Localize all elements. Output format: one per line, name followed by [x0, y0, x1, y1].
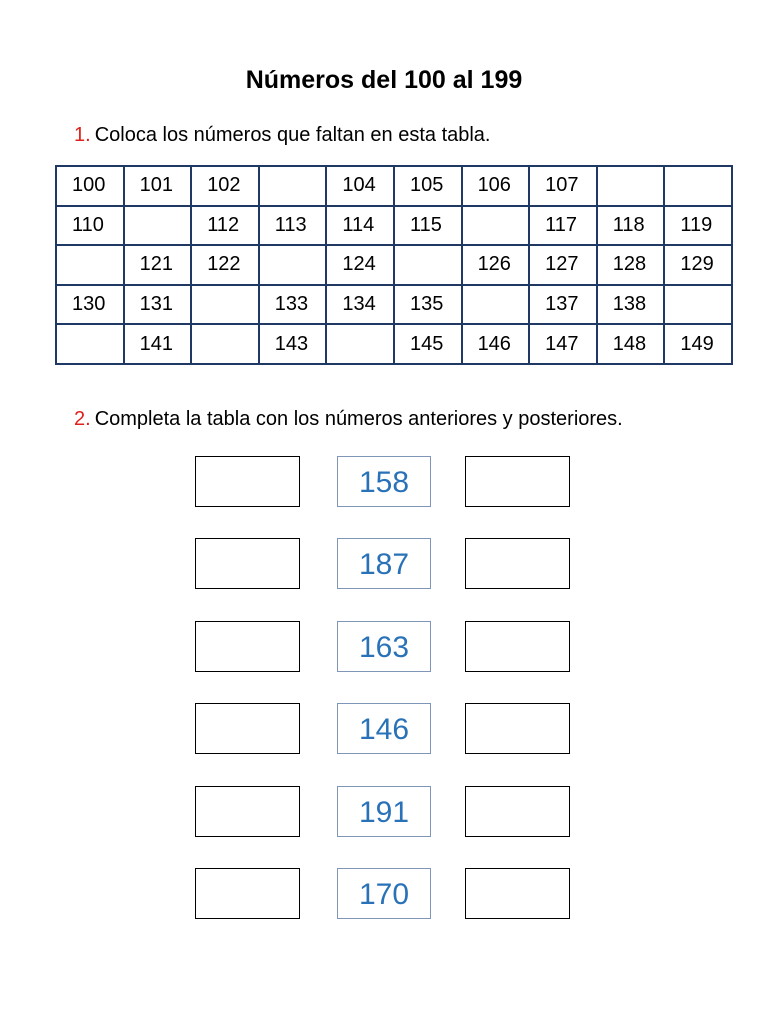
- exercise-2-instruction: [74, 408, 623, 431]
- grid-cell: 117: [529, 206, 597, 246]
- given-number: 187: [337, 538, 431, 589]
- next-number-box[interactable]: [465, 786, 570, 837]
- grid-cell: 147: [529, 324, 597, 364]
- grid-cell: 115: [394, 206, 462, 246]
- grid-cell: 101: [124, 166, 192, 206]
- sequence-row: [195, 538, 575, 592]
- given-number: 191: [337, 786, 431, 837]
- grid-row: [56, 324, 732, 364]
- grid-cell: 126: [462, 245, 530, 285]
- grid-cell-blank[interactable]: [597, 166, 665, 206]
- grid-cell: 104: [326, 166, 394, 206]
- previous-number-box[interactable]: [195, 456, 300, 507]
- previous-number-box[interactable]: [195, 538, 300, 589]
- sequence-exercise: [195, 456, 575, 950]
- grid-cell: 112: [191, 206, 259, 246]
- grid-cell-blank[interactable]: [394, 245, 462, 285]
- grid-cell: 134: [326, 285, 394, 325]
- grid-cell: 149: [664, 324, 732, 364]
- grid-cell-blank[interactable]: [124, 206, 192, 246]
- given-number: 158: [337, 456, 431, 507]
- grid-cell: 106: [462, 166, 530, 206]
- grid-cell: 141: [124, 324, 192, 364]
- grid-cell: 124: [326, 245, 394, 285]
- grid-cell: 113: [259, 206, 327, 246]
- grid-cell: 129: [664, 245, 732, 285]
- grid-cell-blank[interactable]: [56, 245, 124, 285]
- previous-number-box[interactable]: [195, 621, 300, 672]
- sequence-row: [195, 621, 575, 675]
- grid-cell-blank[interactable]: [191, 324, 259, 364]
- grid-cell: 127: [529, 245, 597, 285]
- page-title: Números del 100 al 199: [245, 66, 523, 94]
- previous-number-box[interactable]: [195, 868, 300, 919]
- previous-number-box[interactable]: [195, 703, 300, 754]
- grid-cell: 131: [124, 285, 192, 325]
- grid-cell-blank[interactable]: [462, 285, 530, 325]
- sequence-row: [195, 868, 575, 922]
- grid-cell: 102: [191, 166, 259, 206]
- grid-cell: 100: [56, 166, 124, 206]
- given-number: 170: [337, 868, 431, 919]
- exercise-1-number: 1.: [74, 124, 91, 146]
- grid-cell-blank[interactable]: [259, 245, 327, 285]
- next-number-box[interactable]: [465, 538, 570, 589]
- next-number-box[interactable]: [465, 456, 570, 507]
- grid-cell-blank[interactable]: [664, 166, 732, 206]
- previous-number-box[interactable]: [195, 786, 300, 837]
- grid-cell: 121: [124, 245, 192, 285]
- grid-cell: 145: [394, 324, 462, 364]
- grid-row: [56, 166, 732, 206]
- grid-cell-blank[interactable]: [56, 324, 124, 364]
- grid-cell: 128: [597, 245, 665, 285]
- grid-cell: 105: [394, 166, 462, 206]
- grid-cell-blank[interactable]: [462, 206, 530, 246]
- grid-cell: 143: [259, 324, 327, 364]
- next-number-box[interactable]: [465, 868, 570, 919]
- grid-cell: 137: [529, 285, 597, 325]
- sequence-row: [195, 786, 575, 840]
- exercise-1-text: Coloca los números que faltan en esta tabla.: [94, 124, 491, 146]
- grid-row: [56, 285, 732, 325]
- exercise-1-instruction: [74, 124, 491, 147]
- grid-cell: 114: [326, 206, 394, 246]
- grid-cell: 118: [597, 206, 665, 246]
- sequence-row: [195, 456, 575, 510]
- next-number-box[interactable]: [465, 703, 570, 754]
- given-number: 146: [337, 703, 431, 754]
- grid-cell: 119: [664, 206, 732, 246]
- exercise-2-text: Completa la tabla con los números anteriores y posteriores.: [94, 408, 623, 430]
- grid-cell: 146: [462, 324, 530, 364]
- given-number: 163: [337, 621, 431, 672]
- grid-cell: 133: [259, 285, 327, 325]
- grid-cell-blank[interactable]: [326, 324, 394, 364]
- number-grid: [55, 165, 733, 365]
- grid-cell-blank[interactable]: [664, 285, 732, 325]
- next-number-box[interactable]: [465, 621, 570, 672]
- grid-cell-blank[interactable]: [259, 166, 327, 206]
- exercise-2-number: 2.: [74, 408, 91, 430]
- sequence-row: [195, 703, 575, 757]
- grid-row: [56, 245, 732, 285]
- grid-cell: 138: [597, 285, 665, 325]
- grid-cell-blank[interactable]: [191, 285, 259, 325]
- grid-cell: 107: [529, 166, 597, 206]
- grid-cell: 122: [191, 245, 259, 285]
- grid-cell: 130: [56, 285, 124, 325]
- grid-cell: 135: [394, 285, 462, 325]
- grid-cell: 110: [56, 206, 124, 246]
- grid-row: [56, 206, 732, 246]
- grid-cell: 148: [597, 324, 665, 364]
